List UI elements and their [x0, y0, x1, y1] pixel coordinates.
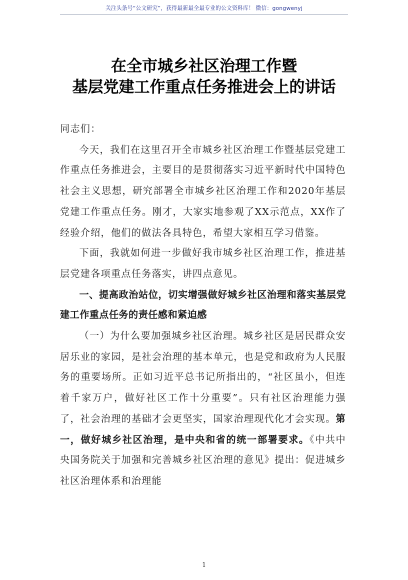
- paragraph-intro: 今天，我们在这里召开全市城乡社区治理工作暨基层党建工作重点任务推进会，主要目的是贯彻落实习近平新时代中国特色社会主义思想，研究部署全市城乡社区治理工作和2020年基层党建工作重点任务。刚才，大家实地参观了XX示范点，XX作了经验介绍，他们的做法各具特色，希望大家相互学习借鉴。: [60, 144, 346, 239]
- document-title-line-2: 基层党建工作重点任务推进会上的讲话: [72, 78, 336, 96]
- page-number: 1: [202, 562, 206, 569]
- header-rule: [60, 14, 348, 15]
- salutation: 同志们：: [60, 124, 101, 135]
- document-body: [60, 120, 346, 493]
- bold-statement: 第一，做好城乡社区治理，是中央和省的统一部署要求。: [60, 413, 346, 446]
- subsection-heading-1-1: （一）为什么要加强城乡社区治理。: [79, 331, 244, 343]
- section-heading-1: 一、提高政治站位，切实增强做好城乡社区治理和落实基层党建工作重点任务的责任感和紧迫感: [60, 289, 346, 322]
- paragraph-outline: 下面，我就如何进一步做好我市城乡社区治理工作，推进基层党建各项重点任务落实，讲四点意见。: [60, 248, 346, 280]
- paragraph-text: 城乡社区是居民群众安居乐业的家园，是社会治理的基本单元，也是党和政府为人民服务的重要场所。正如习近平总书记所指出的，“社区虽小，但连着千家万户，做好社区工作十分重要”。只有社区治理能力强了，社会治理的基础才会更坚实，国家治理现代化才会实现。: [60, 331, 346, 425]
- paragraph-section-1-1: [60, 327, 346, 493]
- paragraph-text-continued: 《中共中央国务院关于加强和完善城乡社区治理的意见》提出：促进城乡社区治理体系和治理能: [60, 434, 346, 487]
- document-title-line-1: 在全市城乡社区治理工作暨: [110, 57, 297, 75]
- header-banner: 关注头条号“公文研究”，获得最新最全最专业的公文资料库！ 微信：gongwenyj: [105, 6, 303, 12]
